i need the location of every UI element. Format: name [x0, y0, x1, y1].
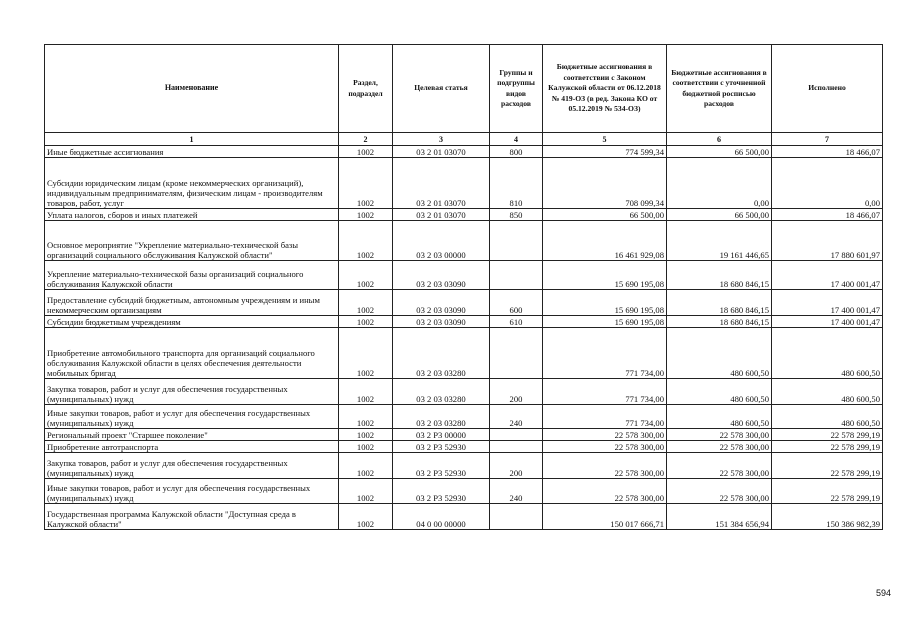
row-law: 708 099,34 — [543, 158, 667, 209]
row-law: 22 578 300,00 — [543, 441, 667, 453]
row-target: 03 2 01 03070 — [393, 146, 490, 158]
row-name: Предоставление субсидий бюджетным, автономным учреждениям и иным некоммерческим организациям — [45, 290, 339, 316]
header-executed: Исполнено — [772, 45, 883, 133]
row-group: 610 — [490, 316, 543, 328]
row-section: 1002 — [339, 453, 393, 479]
row-name: Приобретение автотранспорта — [45, 441, 339, 453]
table-row — [45, 453, 883, 479]
row-refined: 480 600,50 — [667, 379, 772, 405]
row-target: 03 2 01 03070 — [393, 209, 490, 221]
row-executed: 17 400 001,47 — [772, 316, 883, 328]
row-refined: 18 680 846,15 — [667, 316, 772, 328]
header-target: Целевая статья — [393, 45, 490, 133]
row-refined: 22 578 300,00 — [667, 479, 772, 504]
row-law: 16 461 929,08 — [543, 221, 667, 261]
row-section: 1002 — [339, 290, 393, 316]
row-section: 1002 — [339, 504, 393, 530]
table-row — [45, 158, 883, 209]
row-group: 240 — [490, 479, 543, 504]
row-refined: 22 578 300,00 — [667, 429, 772, 441]
row-group — [490, 261, 543, 290]
column-number: 2 — [339, 133, 393, 146]
row-target: 03 2 P3 52930 — [393, 441, 490, 453]
column-number: 4 — [490, 133, 543, 146]
row-name: Укрепление материально-технической базы организаций социального обслуживания Калужской области — [45, 261, 339, 290]
row-group — [490, 429, 543, 441]
row-section: 1002 — [339, 479, 393, 504]
row-executed: 17 400 001,47 — [772, 261, 883, 290]
row-target: 03 2 P3 52930 — [393, 479, 490, 504]
row-target: 04 0 00 00000 — [393, 504, 490, 530]
row-law: 22 578 300,00 — [543, 453, 667, 479]
row-section: 1002 — [339, 221, 393, 261]
row-law: 771 734,00 — [543, 379, 667, 405]
header-law-allocations: Бюджетные ассигнования в соответствии с Законом Калужской области от 06.12.2018 № 419-ОЗ (в ред. Закона КО от 05.12.2019 № 534-ОЗ) — [543, 45, 667, 133]
row-section: 1002 — [339, 441, 393, 453]
row-section: 1002 — [339, 405, 393, 429]
row-law: 150 017 666,71 — [543, 504, 667, 530]
row-section: 1002 — [339, 146, 393, 158]
row-group: 200 — [490, 453, 543, 479]
table-row — [45, 221, 883, 261]
row-section: 1002 — [339, 316, 393, 328]
row-refined: 22 578 300,00 — [667, 453, 772, 479]
row-group: 810 — [490, 158, 543, 209]
row-name: Закупка товаров, работ и услуг для обеспечения государственных (муниципальных) нужд — [45, 453, 339, 479]
row-law: 771 734,00 — [543, 405, 667, 429]
row-group: 850 — [490, 209, 543, 221]
row-section: 1002 — [339, 328, 393, 379]
table-row — [45, 146, 883, 158]
row-name: Приобретение автомобильного транспорта для организаций социального обслуживания Калужской области в целях обеспечения деятельности мобильных бригад — [45, 328, 339, 379]
row-law: 15 690 195,08 — [543, 261, 667, 290]
budget-sheet — [44, 44, 883, 530]
row-target: 03 2 03 03280 — [393, 379, 490, 405]
budget-table — [44, 44, 883, 530]
row-group: 800 — [490, 146, 543, 158]
row-law: 774 599,34 — [543, 146, 667, 158]
row-executed: 0,00 — [772, 158, 883, 209]
row-group: 240 — [490, 405, 543, 429]
table-row — [45, 328, 883, 379]
row-name: Иные закупки товаров, работ и услуг для обеспечения государственных (муниципальных) нужд — [45, 479, 339, 504]
row-name: Субсидии бюджетным учреждениям — [45, 316, 339, 328]
table-row — [45, 379, 883, 405]
column-number: 1 — [45, 133, 339, 146]
row-section: 1002 — [339, 158, 393, 209]
row-section: 1002 — [339, 261, 393, 290]
row-executed: 22 578 299,19 — [772, 429, 883, 441]
row-group — [490, 328, 543, 379]
row-refined: 66 500,00 — [667, 209, 772, 221]
row-law: 22 578 300,00 — [543, 479, 667, 504]
table-row — [45, 441, 883, 453]
header-refined-allocations: Бюджетные ассигнования в соответствии с уточненной бюджетной росписью расходов — [667, 45, 772, 133]
row-executed: 17 880 601,97 — [772, 221, 883, 261]
row-group — [490, 504, 543, 530]
table-header-row — [45, 45, 883, 133]
row-target: 03 2 01 03070 — [393, 158, 490, 209]
row-group — [490, 441, 543, 453]
row-target: 03 2 03 03090 — [393, 261, 490, 290]
row-name: Закупка товаров, работ и услуг для обеспечения государственных (муниципальных) нужд — [45, 379, 339, 405]
column-number: 3 — [393, 133, 490, 146]
row-name: Уплата налогов, сборов и иных платежей — [45, 209, 339, 221]
row-name: Основное мероприятие "Укрепление материально-технической базы организаций социального обслуживания Калужской области" — [45, 221, 339, 261]
table-row — [45, 209, 883, 221]
table-row — [45, 405, 883, 429]
row-executed: 150 386 982,39 — [772, 504, 883, 530]
row-name: Государственная программа Калужской области "Доступная среда в Калужской области" — [45, 504, 339, 530]
row-executed: 480 600,50 — [772, 328, 883, 379]
row-refined: 66 500,00 — [667, 146, 772, 158]
column-number: 7 — [772, 133, 883, 146]
row-name: Региональный проект "Старшее поколение" — [45, 429, 339, 441]
row-law: 771 734,00 — [543, 328, 667, 379]
row-group: 600 — [490, 290, 543, 316]
header-groups: Группы и подгруппы видов расходов — [490, 45, 543, 133]
row-name: Иные закупки товаров, работ и услуг для обеспечения государственных (муниципальных) нужд — [45, 405, 339, 429]
row-refined: 480 600,50 — [667, 328, 772, 379]
row-executed: 18 466,07 — [772, 209, 883, 221]
row-executed: 22 578 299,19 — [772, 441, 883, 453]
row-section: 1002 — [339, 379, 393, 405]
column-number-row — [45, 133, 883, 146]
row-target: 03 2 P3 52930 — [393, 453, 490, 479]
row-target: 03 2 03 00000 — [393, 221, 490, 261]
row-executed: 17 400 001,47 — [772, 290, 883, 316]
row-target: 03 2 03 03280 — [393, 405, 490, 429]
table-row — [45, 261, 883, 290]
row-refined: 151 384 656,94 — [667, 504, 772, 530]
row-group — [490, 221, 543, 261]
row-refined: 22 578 300,00 — [667, 441, 772, 453]
row-target: 03 2 03 03090 — [393, 290, 490, 316]
table-row — [45, 479, 883, 504]
row-refined: 480 600,50 — [667, 405, 772, 429]
row-executed: 22 578 299,19 — [772, 479, 883, 504]
table-row — [45, 504, 883, 530]
row-refined: 0,00 — [667, 158, 772, 209]
row-section: 1002 — [339, 209, 393, 221]
table-row — [45, 316, 883, 328]
page-number: 594 — [876, 588, 892, 598]
column-number: 5 — [543, 133, 667, 146]
row-executed: 22 578 299,19 — [772, 453, 883, 479]
row-name: Субсидии юридическим лицам (кроме некоммерческих организаций), индивидуальным предпринимателям, физическим лицам - производителям товаров, работ, услуг — [45, 158, 339, 209]
row-target: 03 2 03 03090 — [393, 316, 490, 328]
row-executed: 480 600,50 — [772, 379, 883, 405]
row-section: 1002 — [339, 429, 393, 441]
row-refined: 18 680 846,15 — [667, 261, 772, 290]
row-name: Иные бюджетные ассигнования — [45, 146, 339, 158]
row-executed: 18 466,07 — [772, 146, 883, 158]
row-law: 22 578 300,00 — [543, 429, 667, 441]
header-name: Наименование — [45, 45, 339, 133]
table-row — [45, 290, 883, 316]
row-refined: 19 161 446,65 — [667, 221, 772, 261]
column-number: 6 — [667, 133, 772, 146]
row-law: 15 690 195,08 — [543, 316, 667, 328]
row-group: 200 — [490, 379, 543, 405]
row-law: 15 690 195,08 — [543, 290, 667, 316]
row-refined: 18 680 846,15 — [667, 290, 772, 316]
row-target: 03 2 03 03280 — [393, 328, 490, 379]
row-executed: 480 600,50 — [772, 405, 883, 429]
header-section: Раздел, подраздел — [339, 45, 393, 133]
row-target: 03 2 P3 00000 — [393, 429, 490, 441]
row-law: 66 500,00 — [543, 209, 667, 221]
table-row — [45, 429, 883, 441]
